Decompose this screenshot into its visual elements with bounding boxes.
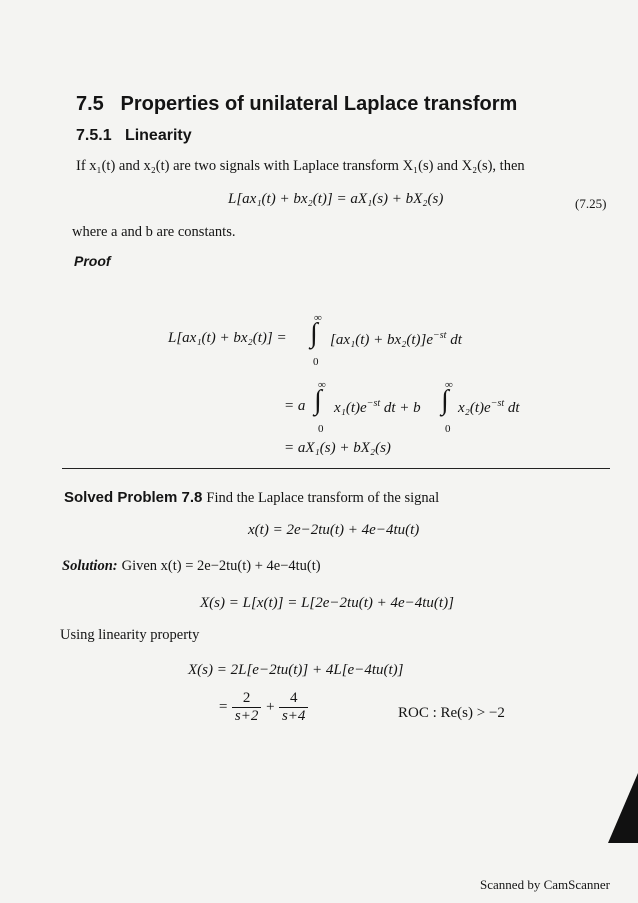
solution-text: Given x(t) = 2e−2tu(t) + 4e−4tu(t): [121, 558, 321, 574]
scanner-watermark: Scanned by CamScanner: [480, 877, 610, 892]
solution-line: [62, 557, 321, 575]
equation-number: (7.25): [575, 196, 607, 211]
where-text: where a and b are constants.: [72, 224, 236, 240]
subsection-heading: [76, 127, 192, 145]
linearity-equation: L[ax₁(t) + bx₂(t)] = aX₁(s) + bX₂(s): [228, 191, 444, 207]
proof-lhs: L[ax₁(t) + bx₂(t)] =: [168, 330, 287, 346]
fraction-2: [279, 690, 308, 725]
proof-line2-exponent1: −st: [366, 398, 381, 409]
signal-equation: x(t) = 2e−2tu(t) + 4e−4tu(t): [248, 522, 420, 538]
section-divider: [62, 468, 610, 469]
fraction-2-numerator: 4: [279, 690, 308, 708]
section-heading: [76, 93, 517, 116]
result-equation: X(s) = 2L[e−2tu(t)] + 4L[e−4tu(t)]: [188, 662, 404, 678]
problem-text: Find the Laplace transform of the signal: [206, 490, 440, 506]
problem-label: Solved Problem 7.8: [64, 489, 203, 506]
solution-label: Solution:: [62, 558, 118, 574]
fraction-1-denominator: s+2: [234, 708, 259, 724]
proof-line1-dt: dt: [450, 332, 462, 348]
fraction-1-numerator: 2: [232, 690, 261, 708]
proof-line1-exponent: −st: [433, 330, 447, 341]
integral-sign-2: ∫: [314, 385, 322, 416]
upper-limit-2: ∞: [318, 379, 326, 391]
proof-line2-x1: x₁(t)e: [334, 400, 367, 416]
proof-label: Proof: [74, 253, 111, 269]
page-corner-shadow: [608, 773, 638, 843]
proof-line3: = aX₁(s) + bX₂(s): [284, 440, 391, 456]
proof-line2-exponent2: −st: [490, 398, 505, 409]
problem-statement: [64, 489, 439, 507]
proof-line2-term2: [458, 398, 520, 417]
integral-sign-3: ∫: [441, 385, 449, 416]
proof-line1: [330, 330, 462, 349]
integral-sign: ∫: [310, 318, 318, 349]
proof-line2-a: = a: [284, 398, 306, 414]
proof-line2-dt: dt: [507, 400, 520, 416]
linearity-text: Using linearity property: [60, 627, 200, 643]
fraction-result: = $\frac{2}{s+2}$ + $\frac{4}{s+4}$: [218, 690, 308, 725]
subsection-number: 7.5.1: [76, 127, 112, 144]
proof-line1-integrand: [ax₁(t) + bx₂(t)]e: [330, 332, 434, 348]
proof-line2-x2: x₂(t)e: [458, 400, 491, 416]
fraction-1: [232, 690, 261, 725]
proof-line2-mid: dt + b: [383, 400, 421, 416]
lower-limit-2: 0: [318, 423, 324, 435]
roc-text: ROC : Re(s) > −2: [398, 705, 505, 721]
upper-limit-3: ∞: [445, 379, 453, 391]
intro-paragraph: If x₁(t) and x₂(t) are two signals with Laplace transform X₁(s) and X₂(s), then: [76, 158, 525, 174]
section-number: 7.5: [76, 93, 104, 115]
section-title: Properties of unilateral Laplace transform: [120, 93, 518, 115]
upper-limit: ∞: [314, 312, 322, 324]
lower-limit-3: 0: [445, 423, 451, 435]
transform-equation: X(s) = L[x(t)] = L[2e−2tu(t) + 4e−4tu(t)]: [200, 595, 454, 611]
fraction-2-denominator: s+4: [281, 708, 306, 724]
lower-limit: 0: [313, 356, 319, 368]
proof-line2-term1: [334, 398, 421, 417]
subsection-title: Linearity: [124, 127, 192, 144]
